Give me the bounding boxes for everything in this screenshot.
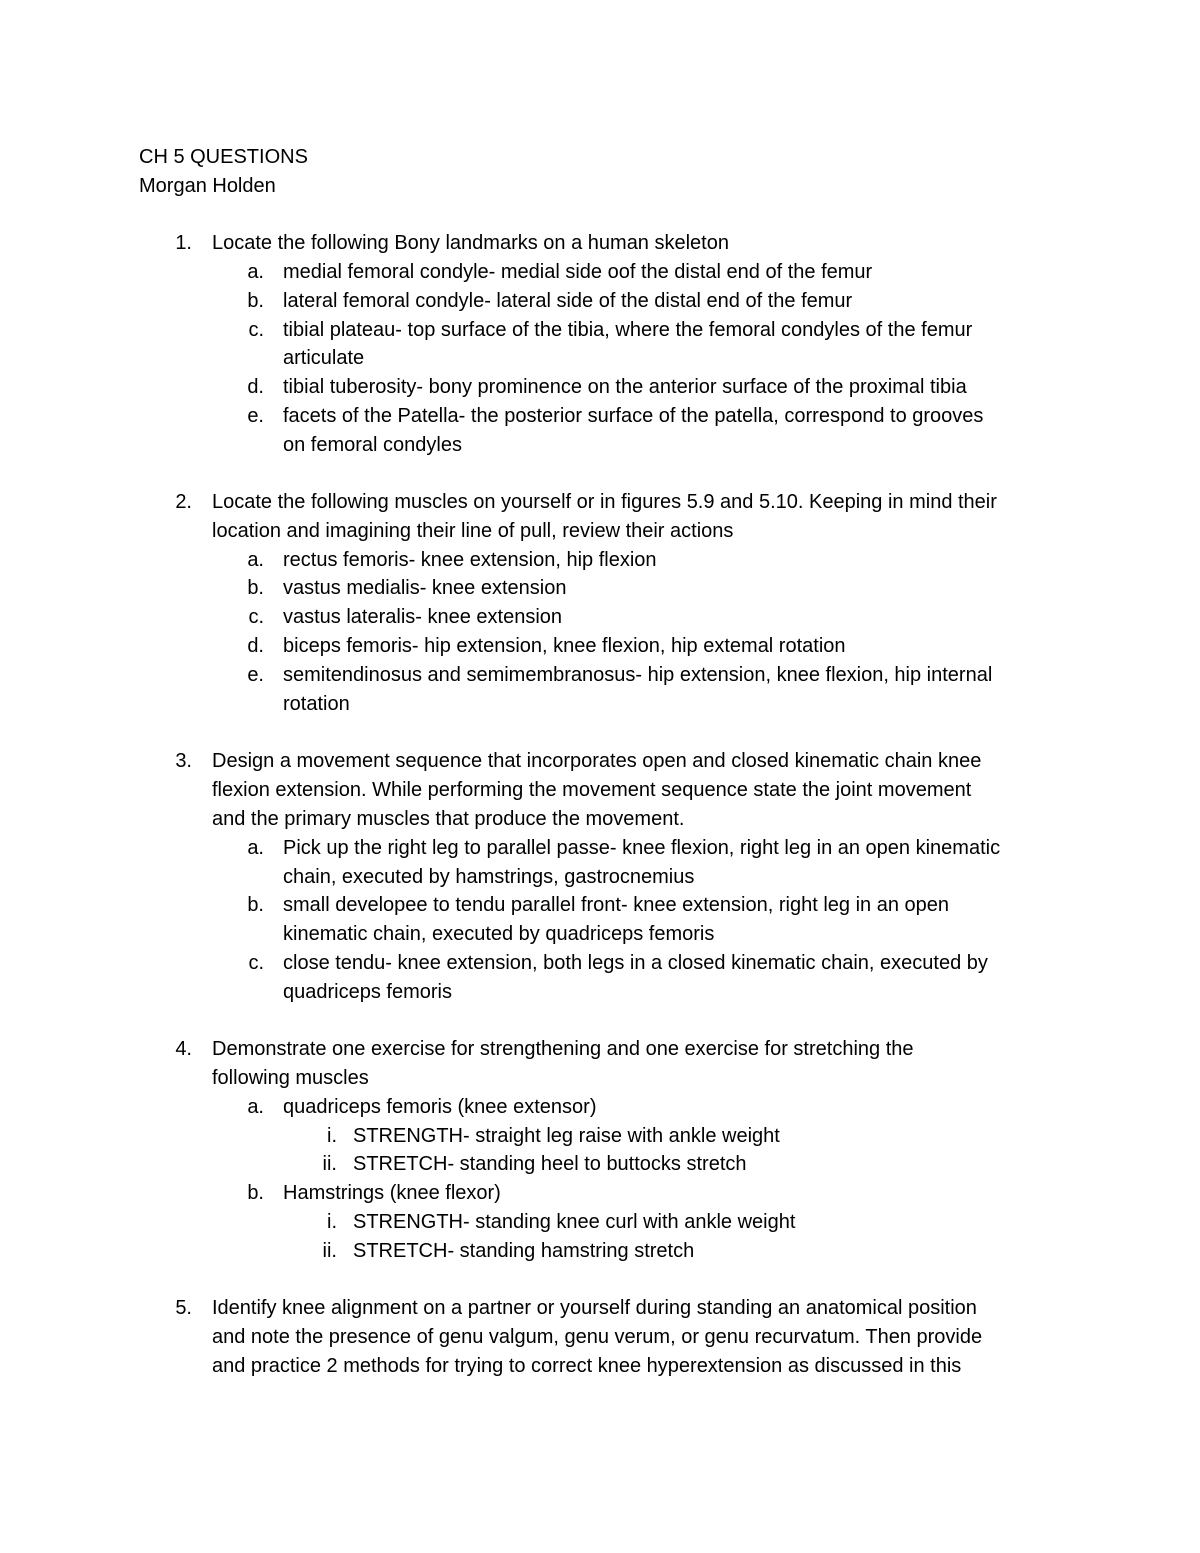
question-4-text: Demonstrate one exercise for strengthening and one exercise for stretching the xyxy=(212,1038,914,1060)
q1-item-c-text: tibial plateau- top surface of the tibia, where the femoral condyles of the femur xyxy=(283,319,973,341)
question-2-text: Locate the following muscles on yourself or in figures 5.9 and 5.10. Keeping in mind their xyxy=(212,491,997,513)
question-1-number: 1. xyxy=(175,232,192,254)
q2-item-e-text-cont: rotation xyxy=(283,693,350,715)
q4-item-a-marker: a. xyxy=(247,1096,264,1118)
q1-item-e-marker: e. xyxy=(247,405,264,427)
question-4-number: 4. xyxy=(175,1038,192,1060)
q2-item-a-marker: a. xyxy=(247,549,264,571)
question-5-text: Identify knee alignment on a partner or yourself during standing an anatomical position xyxy=(212,1297,977,1319)
q4-item-b-sub-ii-marker: ii. xyxy=(322,1240,337,1262)
q3-item-c-marker: c. xyxy=(248,952,264,974)
q2-item-b-marker: b. xyxy=(247,577,264,599)
q2-item-e-text: semitendinosus and semimembranosus- hip extension, knee flexion, hip internal xyxy=(283,664,993,686)
question-3-text: Design a movement sequence that incorporates open and closed kinematic chain knee xyxy=(212,750,982,772)
q3-item-c-text-cont: quadriceps femoris xyxy=(283,981,452,1003)
q3-item-a-text-cont: chain, executed by hamstrings, gastrocnemius xyxy=(283,866,695,888)
question-5-text-cont-2: and practice 2 methods for trying to correct knee hyperextension as discussed in this xyxy=(212,1355,962,1377)
q3-item-b-text: small developee to tendu parallel front- knee extension, right leg in an open xyxy=(283,894,949,916)
document-title: CH 5 QUESTIONS xyxy=(139,146,308,168)
author-name: Morgan Holden xyxy=(139,175,276,197)
question-2-text-cont: location and imagining their line of pull, review their actions xyxy=(212,520,734,542)
question-3-number: 3. xyxy=(175,750,192,772)
question-4-text-cont: following muscles xyxy=(212,1067,369,1089)
q1-item-c-marker: c. xyxy=(248,319,264,341)
q4-item-b-text: Hamstrings (knee flexor) xyxy=(283,1182,501,1204)
q1-item-d-text: tibial tuberosity- bony prominence on the anterior surface of the proximal tibia xyxy=(283,376,967,398)
q3-item-b-marker: b. xyxy=(247,894,264,916)
q4-item-b-sub-i-marker: i. xyxy=(327,1211,337,1233)
q2-item-c-marker: c. xyxy=(248,606,264,628)
q4-item-b-marker: b. xyxy=(247,1182,264,1204)
question-2-number: 2. xyxy=(175,491,192,513)
question-1-text: Locate the following Bony landmarks on a human skeleton xyxy=(212,232,729,254)
q4-item-a-sub-i-marker: i. xyxy=(327,1125,337,1147)
q2-item-d-text: biceps femoris- hip extension, knee flexion, hip extemal rotation xyxy=(283,635,846,657)
q3-item-c-text: close tendu- knee extension, both legs in a closed kinematic chain, executed by xyxy=(283,952,988,974)
question-5-text-cont-1: and note the presence of genu valgum, genu verum, or genu recurvatum. Then provide xyxy=(212,1326,983,1348)
q1-item-c-text-cont: articulate xyxy=(283,347,365,369)
q1-item-e-text: facets of the Patella- the posterior surface of the patella, correspond to grooves xyxy=(283,405,984,427)
q2-item-a-text: rectus femoris- knee extension, hip flexion xyxy=(283,549,657,571)
q4-item-a-sub-ii-text: STRETCH- standing heel to buttocks stretch xyxy=(353,1153,747,1175)
q3-item-a-text: Pick up the right leg to parallel passe- knee flexion, right leg in an open kinematic xyxy=(283,837,1001,859)
q2-item-b-text: vastus medialis- knee extension xyxy=(283,577,567,599)
q4-item-a-text: quadriceps femoris (knee extensor) xyxy=(283,1096,597,1118)
q1-item-d-marker: d. xyxy=(247,376,264,398)
q3-item-a-marker: a. xyxy=(247,837,264,859)
q1-item-b-text: lateral femoral condyle- lateral side of the distal end of the femur xyxy=(283,290,853,312)
q1-item-a-text: medial femoral condyle- medial side oof the distal end of the femur xyxy=(283,261,873,283)
q2-item-d-marker: d. xyxy=(247,635,264,657)
question-3-text-cont-1: flexion extension. While performing the movement sequence state the joint movement xyxy=(212,779,972,801)
q1-item-a-marker: a. xyxy=(247,261,264,283)
q3-item-b-text-cont: kinematic chain, executed by quadriceps femoris xyxy=(283,923,715,945)
q4-item-b-sub-i-text: STRENGTH- standing knee curl with ankle weight xyxy=(353,1211,796,1233)
q4-item-b-sub-ii-text: STRETCH- standing hamstring stretch xyxy=(353,1240,695,1262)
question-5-number: 5. xyxy=(175,1297,192,1319)
q1-item-b-marker: b. xyxy=(247,290,264,312)
question-3-text-cont-2: and the primary muscles that produce the movement. xyxy=(212,808,685,830)
q2-item-c-text: vastus lateralis- knee extension xyxy=(283,606,563,628)
q1-item-e-text-cont: on femoral condyles xyxy=(283,434,462,456)
q2-item-e-marker: e. xyxy=(247,664,264,686)
q4-item-a-sub-ii-marker: ii. xyxy=(322,1153,337,1175)
q4-item-a-sub-i-text: STRENGTH- straight leg raise with ankle weight xyxy=(353,1125,780,1147)
